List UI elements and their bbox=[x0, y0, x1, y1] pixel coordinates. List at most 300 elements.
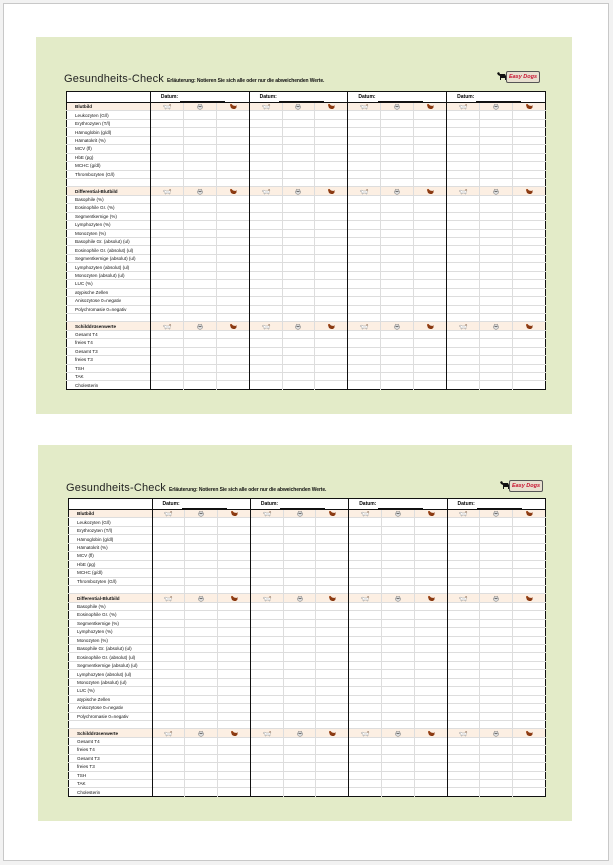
value-cell[interactable] bbox=[315, 145, 348, 153]
value-cell[interactable] bbox=[414, 687, 447, 695]
value-cell[interactable] bbox=[414, 754, 447, 762]
value-cell[interactable] bbox=[218, 636, 251, 644]
value-cell[interactable] bbox=[185, 602, 218, 610]
value-cell[interactable] bbox=[349, 754, 382, 762]
value-cell[interactable] bbox=[513, 737, 546, 745]
value-cell[interactable] bbox=[150, 204, 183, 212]
value-cell[interactable] bbox=[447, 170, 480, 178]
value-cell[interactable] bbox=[381, 288, 414, 296]
value-cell[interactable] bbox=[349, 704, 382, 712]
value-cell[interactable] bbox=[447, 178, 480, 186]
value-cell[interactable] bbox=[349, 737, 382, 745]
value-cell[interactable] bbox=[283, 720, 316, 728]
value-cell[interactable] bbox=[348, 195, 381, 203]
value-cell[interactable] bbox=[315, 238, 348, 246]
value-cell[interactable] bbox=[218, 771, 251, 779]
value-cell[interactable] bbox=[512, 153, 545, 161]
date-input-line[interactable] bbox=[477, 502, 522, 509]
value-cell[interactable] bbox=[513, 661, 546, 669]
value-cell[interactable] bbox=[414, 636, 447, 644]
value-cell[interactable] bbox=[185, 628, 218, 636]
value-cell[interactable] bbox=[349, 678, 382, 686]
value-cell[interactable] bbox=[480, 364, 513, 372]
value-cell[interactable] bbox=[315, 221, 348, 229]
value-cell[interactable] bbox=[447, 737, 480, 745]
value-cell[interactable] bbox=[480, 111, 513, 119]
value-cell[interactable] bbox=[349, 695, 382, 703]
value-cell[interactable] bbox=[283, 695, 316, 703]
value-cell[interactable] bbox=[348, 221, 381, 229]
value-cell[interactable] bbox=[250, 585, 283, 593]
value-cell[interactable] bbox=[414, 535, 447, 543]
value-cell[interactable] bbox=[348, 111, 381, 119]
value-cell[interactable] bbox=[183, 119, 216, 127]
value-cell[interactable] bbox=[480, 128, 513, 136]
value-cell[interactable] bbox=[315, 204, 348, 212]
value-cell[interactable] bbox=[414, 704, 447, 712]
value-cell[interactable] bbox=[152, 704, 185, 712]
value-cell[interactable] bbox=[414, 170, 447, 178]
value-cell[interactable] bbox=[152, 712, 185, 720]
value-cell[interactable] bbox=[316, 619, 349, 627]
value-cell[interactable] bbox=[513, 585, 546, 593]
value-cell[interactable] bbox=[480, 585, 513, 593]
value-cell[interactable] bbox=[250, 619, 283, 627]
date-field[interactable] bbox=[447, 499, 545, 510]
value-cell[interactable] bbox=[414, 695, 447, 703]
value-cell[interactable] bbox=[512, 229, 545, 237]
value-cell[interactable] bbox=[183, 162, 216, 170]
value-cell[interactable] bbox=[348, 305, 381, 313]
value-cell[interactable] bbox=[282, 128, 315, 136]
value-cell[interactable] bbox=[447, 577, 480, 585]
value-cell[interactable] bbox=[513, 788, 546, 796]
value-cell[interactable] bbox=[348, 254, 381, 262]
value-cell[interactable] bbox=[152, 720, 185, 728]
value-cell[interactable] bbox=[249, 221, 282, 229]
value-cell[interactable] bbox=[218, 619, 251, 627]
value-cell[interactable] bbox=[185, 560, 218, 568]
value-cell[interactable] bbox=[381, 162, 414, 170]
value-cell[interactable] bbox=[283, 543, 316, 551]
value-cell[interactable] bbox=[447, 221, 480, 229]
value-cell[interactable] bbox=[250, 611, 283, 619]
value-cell[interactable] bbox=[447, 280, 480, 288]
value-cell[interactable] bbox=[218, 611, 251, 619]
value-cell[interactable] bbox=[150, 271, 183, 279]
value-cell[interactable] bbox=[315, 229, 348, 237]
value-cell[interactable] bbox=[348, 212, 381, 220]
value-cell[interactable] bbox=[316, 737, 349, 745]
value-cell[interactable] bbox=[249, 280, 282, 288]
value-cell[interactable] bbox=[447, 543, 480, 551]
value-cell[interactable] bbox=[447, 212, 480, 220]
value-cell[interactable] bbox=[381, 720, 414, 728]
value-cell[interactable] bbox=[282, 330, 315, 338]
value-cell[interactable] bbox=[283, 552, 316, 560]
value-cell[interactable] bbox=[283, 526, 316, 534]
date-field[interactable] bbox=[249, 92, 348, 103]
value-cell[interactable] bbox=[218, 670, 251, 678]
value-cell[interactable] bbox=[282, 195, 315, 203]
value-cell[interactable] bbox=[512, 280, 545, 288]
value-cell[interactable] bbox=[216, 162, 249, 170]
value-cell[interactable] bbox=[216, 136, 249, 144]
value-cell[interactable] bbox=[349, 577, 382, 585]
value-cell[interactable] bbox=[218, 780, 251, 788]
value-cell[interactable] bbox=[315, 170, 348, 178]
value-cell[interactable] bbox=[512, 128, 545, 136]
value-cell[interactable] bbox=[185, 518, 218, 526]
value-cell[interactable] bbox=[315, 364, 348, 372]
value-cell[interactable] bbox=[349, 619, 382, 627]
value-cell[interactable] bbox=[480, 246, 513, 254]
value-cell[interactable] bbox=[381, 636, 414, 644]
value-cell[interactable] bbox=[185, 695, 218, 703]
value-cell[interactable] bbox=[513, 653, 546, 661]
value-cell[interactable] bbox=[381, 763, 414, 771]
value-cell[interactable] bbox=[315, 195, 348, 203]
value-cell[interactable] bbox=[349, 526, 382, 534]
value-cell[interactable] bbox=[348, 145, 381, 153]
value-cell[interactable] bbox=[282, 153, 315, 161]
value-cell[interactable] bbox=[381, 577, 414, 585]
value-cell[interactable] bbox=[480, 145, 513, 153]
value-cell[interactable] bbox=[250, 560, 283, 568]
value-cell[interactable] bbox=[414, 619, 447, 627]
value-cell[interactable] bbox=[381, 330, 414, 338]
value-cell[interactable] bbox=[480, 136, 513, 144]
value-cell[interactable] bbox=[218, 763, 251, 771]
value-cell[interactable] bbox=[349, 763, 382, 771]
value-cell[interactable] bbox=[249, 297, 282, 305]
value-cell[interactable] bbox=[480, 771, 513, 779]
value-cell[interactable] bbox=[185, 577, 218, 585]
value-cell[interactable] bbox=[150, 111, 183, 119]
value-cell[interactable] bbox=[249, 119, 282, 127]
value-cell[interactable] bbox=[250, 636, 283, 644]
value-cell[interactable] bbox=[218, 712, 251, 720]
value-cell[interactable] bbox=[216, 221, 249, 229]
value-cell[interactable] bbox=[381, 356, 414, 364]
value-cell[interactable] bbox=[316, 569, 349, 577]
value-cell[interactable] bbox=[480, 712, 513, 720]
value-cell[interactable] bbox=[316, 687, 349, 695]
value-cell[interactable] bbox=[414, 162, 447, 170]
value-cell[interactable] bbox=[414, 356, 447, 364]
value-cell[interactable] bbox=[447, 754, 480, 762]
value-cell[interactable] bbox=[414, 746, 447, 754]
value-cell[interactable] bbox=[513, 552, 546, 560]
value-cell[interactable] bbox=[381, 111, 414, 119]
value-cell[interactable] bbox=[447, 552, 480, 560]
value-cell[interactable] bbox=[218, 737, 251, 745]
value-cell[interactable] bbox=[150, 254, 183, 262]
value-cell[interactable] bbox=[316, 678, 349, 686]
value-cell[interactable] bbox=[283, 771, 316, 779]
value-cell[interactable] bbox=[150, 305, 183, 313]
value-cell[interactable] bbox=[480, 653, 513, 661]
value-cell[interactable] bbox=[316, 535, 349, 543]
value-cell[interactable] bbox=[348, 373, 381, 381]
value-cell[interactable] bbox=[249, 162, 282, 170]
value-cell[interactable] bbox=[414, 238, 447, 246]
value-cell[interactable] bbox=[315, 254, 348, 262]
value-cell[interactable] bbox=[150, 280, 183, 288]
value-cell[interactable] bbox=[183, 263, 216, 271]
value-cell[interactable] bbox=[381, 560, 414, 568]
value-cell[interactable] bbox=[381, 212, 414, 220]
value-cell[interactable] bbox=[447, 204, 480, 212]
value-cell[interactable] bbox=[512, 381, 545, 389]
value-cell[interactable] bbox=[150, 145, 183, 153]
value-cell[interactable] bbox=[282, 111, 315, 119]
value-cell[interactable] bbox=[480, 373, 513, 381]
value-cell[interactable] bbox=[414, 271, 447, 279]
value-cell[interactable] bbox=[150, 364, 183, 372]
value-cell[interactable] bbox=[183, 128, 216, 136]
value-cell[interactable] bbox=[283, 746, 316, 754]
value-cell[interactable] bbox=[414, 153, 447, 161]
value-cell[interactable] bbox=[250, 737, 283, 745]
value-cell[interactable] bbox=[349, 687, 382, 695]
value-cell[interactable] bbox=[513, 695, 546, 703]
value-cell[interactable] bbox=[218, 560, 251, 568]
value-cell[interactable] bbox=[183, 347, 216, 355]
value-cell[interactable] bbox=[447, 313, 480, 321]
value-cell[interactable] bbox=[513, 611, 546, 619]
value-cell[interactable] bbox=[152, 746, 185, 754]
value-cell[interactable] bbox=[316, 653, 349, 661]
value-cell[interactable] bbox=[447, 560, 480, 568]
value-cell[interactable] bbox=[183, 136, 216, 144]
date-input-line[interactable] bbox=[378, 95, 423, 102]
value-cell[interactable] bbox=[315, 330, 348, 338]
value-cell[interactable] bbox=[381, 602, 414, 610]
value-cell[interactable] bbox=[381, 305, 414, 313]
value-cell[interactable] bbox=[348, 178, 381, 186]
value-cell[interactable] bbox=[315, 339, 348, 347]
date-input-line[interactable] bbox=[476, 95, 521, 102]
value-cell[interactable] bbox=[216, 305, 249, 313]
value-cell[interactable] bbox=[152, 569, 185, 577]
value-cell[interactable] bbox=[512, 339, 545, 347]
value-cell[interactable] bbox=[218, 535, 251, 543]
value-cell[interactable] bbox=[185, 788, 218, 796]
value-cell[interactable] bbox=[152, 788, 185, 796]
value-cell[interactable] bbox=[447, 771, 480, 779]
date-field[interactable] bbox=[152, 499, 250, 510]
value-cell[interactable] bbox=[512, 170, 545, 178]
value-cell[interactable] bbox=[282, 229, 315, 237]
value-cell[interactable] bbox=[414, 552, 447, 560]
value-cell[interactable] bbox=[381, 569, 414, 577]
value-cell[interactable] bbox=[218, 754, 251, 762]
value-cell[interactable] bbox=[447, 136, 480, 144]
value-cell[interactable] bbox=[218, 678, 251, 686]
value-cell[interactable] bbox=[480, 381, 513, 389]
value-cell[interactable] bbox=[513, 636, 546, 644]
value-cell[interactable] bbox=[250, 670, 283, 678]
value-cell[interactable] bbox=[183, 271, 216, 279]
value-cell[interactable] bbox=[315, 305, 348, 313]
value-cell[interactable] bbox=[282, 221, 315, 229]
value-cell[interactable] bbox=[381, 153, 414, 161]
value-cell[interactable] bbox=[480, 577, 513, 585]
value-cell[interactable] bbox=[348, 238, 381, 246]
value-cell[interactable] bbox=[152, 670, 185, 678]
value-cell[interactable] bbox=[381, 695, 414, 703]
value-cell[interactable] bbox=[249, 145, 282, 153]
value-cell[interactable] bbox=[315, 128, 348, 136]
value-cell[interactable] bbox=[348, 313, 381, 321]
value-cell[interactable] bbox=[152, 780, 185, 788]
value-cell[interactable] bbox=[348, 288, 381, 296]
value-cell[interactable] bbox=[447, 238, 480, 246]
value-cell[interactable] bbox=[348, 381, 381, 389]
value-cell[interactable] bbox=[447, 229, 480, 237]
value-cell[interactable] bbox=[414, 254, 447, 262]
value-cell[interactable] bbox=[185, 670, 218, 678]
value-cell[interactable] bbox=[512, 246, 545, 254]
value-cell[interactable] bbox=[512, 297, 545, 305]
value-cell[interactable] bbox=[447, 153, 480, 161]
value-cell[interactable] bbox=[216, 373, 249, 381]
value-cell[interactable] bbox=[381, 653, 414, 661]
value-cell[interactable] bbox=[447, 373, 480, 381]
value-cell[interactable] bbox=[282, 356, 315, 364]
value-cell[interactable] bbox=[316, 611, 349, 619]
value-cell[interactable] bbox=[150, 178, 183, 186]
value-cell[interactable] bbox=[250, 569, 283, 577]
value-cell[interactable] bbox=[152, 771, 185, 779]
value-cell[interactable] bbox=[480, 763, 513, 771]
value-cell[interactable] bbox=[283, 577, 316, 585]
value-cell[interactable] bbox=[381, 373, 414, 381]
value-cell[interactable] bbox=[216, 280, 249, 288]
value-cell[interactable] bbox=[316, 560, 349, 568]
value-cell[interactable] bbox=[381, 670, 414, 678]
value-cell[interactable] bbox=[414, 212, 447, 220]
value-cell[interactable] bbox=[249, 111, 282, 119]
value-cell[interactable] bbox=[381, 128, 414, 136]
value-cell[interactable] bbox=[349, 670, 382, 678]
value-cell[interactable] bbox=[447, 263, 480, 271]
value-cell[interactable] bbox=[315, 246, 348, 254]
value-cell[interactable] bbox=[183, 111, 216, 119]
value-cell[interactable] bbox=[513, 780, 546, 788]
value-cell[interactable] bbox=[250, 763, 283, 771]
value-cell[interactable] bbox=[315, 162, 348, 170]
value-cell[interactable] bbox=[480, 153, 513, 161]
value-cell[interactable] bbox=[150, 356, 183, 364]
value-cell[interactable] bbox=[216, 128, 249, 136]
value-cell[interactable] bbox=[513, 535, 546, 543]
value-cell[interactable] bbox=[152, 737, 185, 745]
value-cell[interactable] bbox=[447, 364, 480, 372]
value-cell[interactable] bbox=[283, 788, 316, 796]
value-cell[interactable] bbox=[414, 712, 447, 720]
value-cell[interactable] bbox=[447, 788, 480, 796]
value-cell[interactable] bbox=[447, 611, 480, 619]
value-cell[interactable] bbox=[414, 577, 447, 585]
value-cell[interactable] bbox=[349, 611, 382, 619]
value-cell[interactable] bbox=[150, 313, 183, 321]
value-cell[interactable] bbox=[447, 518, 480, 526]
value-cell[interactable] bbox=[283, 661, 316, 669]
value-cell[interactable] bbox=[150, 330, 183, 338]
value-cell[interactable] bbox=[480, 720, 513, 728]
value-cell[interactable] bbox=[480, 288, 513, 296]
value-cell[interactable] bbox=[315, 347, 348, 355]
value-cell[interactable] bbox=[381, 780, 414, 788]
value-cell[interactable] bbox=[152, 687, 185, 695]
value-cell[interactable] bbox=[218, 720, 251, 728]
value-cell[interactable] bbox=[249, 313, 282, 321]
value-cell[interactable] bbox=[250, 577, 283, 585]
date-input-line[interactable] bbox=[280, 502, 325, 509]
value-cell[interactable] bbox=[513, 712, 546, 720]
value-cell[interactable] bbox=[183, 195, 216, 203]
value-cell[interactable] bbox=[512, 263, 545, 271]
value-cell[interactable] bbox=[315, 271, 348, 279]
value-cell[interactable] bbox=[283, 763, 316, 771]
value-cell[interactable] bbox=[447, 653, 480, 661]
value-cell[interactable] bbox=[348, 330, 381, 338]
value-cell[interactable] bbox=[512, 119, 545, 127]
value-cell[interactable] bbox=[183, 178, 216, 186]
value-cell[interactable] bbox=[283, 569, 316, 577]
value-cell[interactable] bbox=[283, 602, 316, 610]
value-cell[interactable] bbox=[218, 577, 251, 585]
value-cell[interactable] bbox=[150, 288, 183, 296]
value-cell[interactable] bbox=[316, 602, 349, 610]
value-cell[interactable] bbox=[349, 543, 382, 551]
value-cell[interactable] bbox=[185, 645, 218, 653]
value-cell[interactable] bbox=[381, 746, 414, 754]
value-cell[interactable] bbox=[348, 246, 381, 254]
value-cell[interactable] bbox=[447, 661, 480, 669]
value-cell[interactable] bbox=[250, 552, 283, 560]
value-cell[interactable] bbox=[414, 771, 447, 779]
value-cell[interactable] bbox=[315, 280, 348, 288]
value-cell[interactable] bbox=[185, 552, 218, 560]
value-cell[interactable] bbox=[447, 628, 480, 636]
value-cell[interactable] bbox=[480, 212, 513, 220]
value-cell[interactable] bbox=[216, 229, 249, 237]
value-cell[interactable] bbox=[349, 518, 382, 526]
value-cell[interactable] bbox=[513, 763, 546, 771]
value-cell[interactable] bbox=[513, 577, 546, 585]
value-cell[interactable] bbox=[381, 526, 414, 534]
value-cell[interactable] bbox=[480, 737, 513, 745]
value-cell[interactable] bbox=[512, 330, 545, 338]
value-cell[interactable] bbox=[249, 271, 282, 279]
value-cell[interactable] bbox=[414, 204, 447, 212]
value-cell[interactable] bbox=[381, 238, 414, 246]
value-cell[interactable] bbox=[282, 364, 315, 372]
value-cell[interactable] bbox=[315, 356, 348, 364]
value-cell[interactable] bbox=[316, 720, 349, 728]
value-cell[interactable] bbox=[150, 212, 183, 220]
value-cell[interactable] bbox=[480, 313, 513, 321]
value-cell[interactable] bbox=[480, 347, 513, 355]
value-cell[interactable] bbox=[414, 737, 447, 745]
value-cell[interactable] bbox=[348, 297, 381, 305]
value-cell[interactable] bbox=[283, 560, 316, 568]
value-cell[interactable] bbox=[249, 373, 282, 381]
value-cell[interactable] bbox=[349, 585, 382, 593]
